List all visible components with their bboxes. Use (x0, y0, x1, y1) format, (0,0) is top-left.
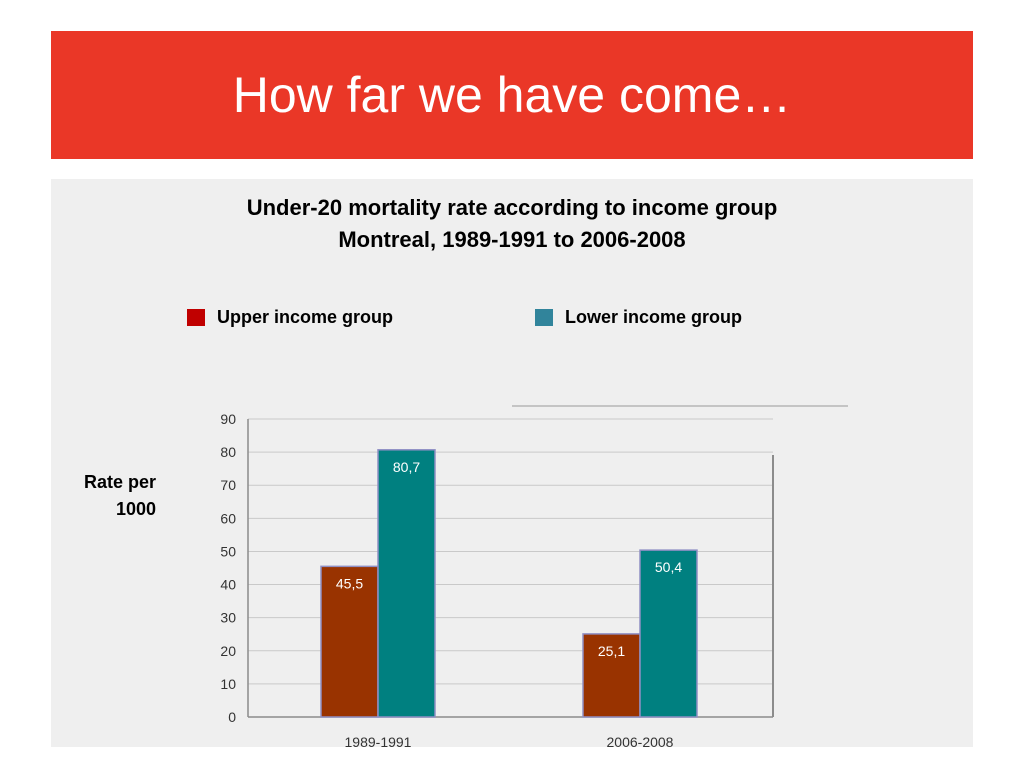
legend-label-lower: Lower income group (565, 306, 743, 327)
x-tick-label: 2006-2008 (606, 734, 674, 750)
y-axis-label-line-1: Rate per (83, 472, 156, 492)
y-tick-label: 10 (220, 675, 236, 692)
bar-lower-2006-2008 (640, 550, 697, 717)
slide-title: How far we have come… (232, 67, 792, 123)
data-label: 25,1 (597, 642, 626, 659)
y-tick-label: 40 (220, 576, 236, 593)
bar-lower-1989-1991 (378, 450, 435, 717)
y-tick-label: 60 (220, 510, 236, 527)
x-tick-label: 1989-1991 (344, 734, 412, 750)
data-label: 80,7 (392, 458, 421, 475)
data-label: 50,4 (654, 559, 683, 576)
y-tick-label: 90 (220, 411, 236, 427)
y-tick-label: 70 (220, 477, 236, 494)
data-label: 45,5 (335, 575, 364, 592)
y-tick-label: 20 (220, 642, 236, 659)
chart-title: Under-20 mortality rate according to income group (246, 195, 778, 220)
y-axis-label-line-2: 1000 (115, 499, 156, 519)
legend-label-upper: Upper income group (217, 306, 394, 327)
chart-subtitle: Montreal, 1989-1991 to 2006-2008 (338, 227, 686, 252)
y-tick-label: 50 (220, 543, 236, 560)
y-tick-label: 80 (220, 444, 236, 461)
y-tick-label: 0 (228, 709, 236, 725)
y-tick-label: 30 (220, 609, 236, 626)
